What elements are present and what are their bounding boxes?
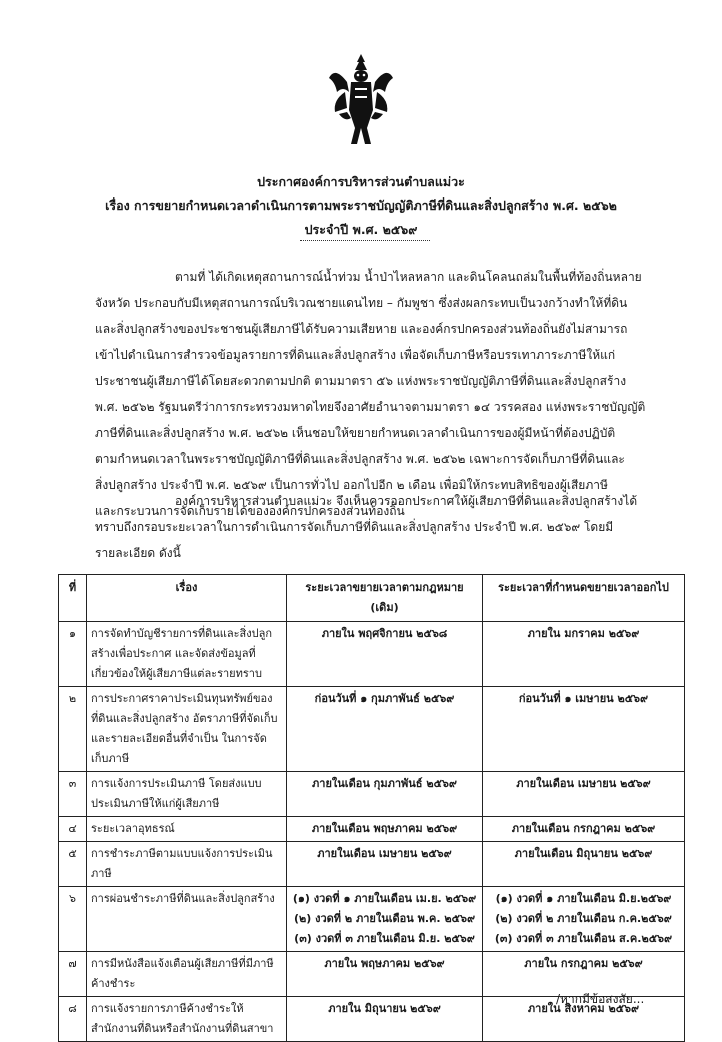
paragraph-line: พ.ศ. ๒๕๖๒ รัฐมนตรีว่าการกระทรวงมหาดไทยจึงอาศัยอำนาจตามมาตรา ๑๔ วรรคสอง แห่งพระราชบัญญัติ [95, 400, 646, 414]
table-row [59, 772, 685, 817]
row-topic: การชำระภาษีตามแบบแจ้งการประเมินภาษี [87, 842, 287, 887]
row-topic: การผ่อนชำระภาษีที่ดินและสิ่งปลูกสร้าง [87, 887, 287, 952]
installment-line: (๓) งวดที่ ๓ ภายในเดือน มิ.ย. ๒๕๖๙ [294, 932, 475, 945]
paragraph-line: ภาษีที่ดินและสิ่งปลูกสร้าง พ.ศ. ๒๕๖๒ เห็นชอบให้ขยายกำหนดเวลาดำเนินการของผู้มีหน้าที่ต้องปฏิบัติ [95, 426, 616, 440]
paragraph-line: รายละเอียด ดังนี้ [95, 546, 181, 560]
row-extended-period: ภายในเดือน มิถุนายน ๒๕๖๙ [483, 842, 685, 887]
row-extended-period: ภายใน กรกฎาคม ๒๕๖๙ [483, 952, 685, 997]
body-paragraph-2 [95, 488, 655, 566]
table-row [59, 887, 685, 952]
paragraph-line: และสิ่งปลูกสร้างของประชาชนผู้เสียภาษีได้รับความเสียหาย และองค์กรปกครองส่วนท้องถิ่นยังไม่สามารถ [95, 322, 628, 336]
row-topic: การจัดทำบัญชีรายการที่ดินและสิ่งปลูกสร้างเพื่อประกาศ และจัดส่งข้อมูลที่เกี่ยวข้องให้ผู้เสียภาษีแต่ละรายทราบ [87, 622, 287, 687]
row-number: ๕ [59, 842, 87, 887]
row-number: ๒ [59, 687, 87, 772]
column-header-original-period: ระยะเวลาขยายเวลาตามกฎหมาย (เดิม) [287, 575, 483, 622]
continuation-note: /หากมีข้อสงสัย... [556, 992, 645, 1006]
paragraph-line: ทราบถึงกรอบระยะเวลาในการดำเนินการจัดเก็บภาษีที่ดินและสิ่งปลูกสร้าง ประจำปี พ.ศ. ๒๕๖๙ โดยมี [95, 520, 614, 534]
row-extended-period: ภายในเดือน เมษายน ๒๕๖๙ [483, 772, 685, 817]
row-number: ๘ [59, 997, 87, 1042]
row-topic: การมีหนังสือแจ้งเตือนผู้เสียภาษีที่มีภาษีค้างชำระ [87, 952, 287, 997]
row-topic: การประกาศราคาประเมินทุนทรัพย์ของที่ดินและสิ่งปลูกสร้าง อัตราภาษีที่จัดเก็บ และรายละเอียดอื่นที่จำเป็น ในการจัดเก็บภาษี [87, 687, 287, 772]
row-extended-period: ภายในเดือน กรกฎาคม ๒๕๖๙ [483, 817, 685, 842]
column-header-extended-period: ระยะเวลาที่กำหนดขยายเวลาออกไป [483, 575, 685, 622]
announcement-fiscal-year: ประจำปี พ.ศ. ๒๕๖๙ [304, 222, 418, 237]
row-topic: การแจ้งการประเมินภาษี โดยส่งแบบประเมินภาษีให้แก่ผู้เสียภาษี [87, 772, 287, 817]
row-topic: ระยะเวลาอุทธรณ์ [87, 817, 287, 842]
announcement-subject: เรื่อง การขยายกำหนดเวลาดำเนินการตามพระราชบัญญัติภาษีที่ดินและสิ่งปลูกสร้าง พ.ศ. ๒๕๖๒ [105, 198, 617, 213]
schedule-table [58, 574, 685, 1042]
installment-line: (๓) งวดที่ ๓ ภายในเดือน ส.ค.๒๕๖๙ [494, 932, 673, 945]
installment-line: (๑) งวดที่ ๑ ภายในเดือน เม.ย. ๒๕๖๙ [292, 892, 477, 905]
paragraph-line: สิ่งปลูกสร้าง ประจำปี พ.ศ. ๒๕๖๙ เป็นการทั่วไป ออกไปอีก ๒ เดือน เพื่อมิให้กระทบสิทธิของผู้เสียภาษี [95, 478, 608, 492]
paragraph-line: ประชาชนผู้เสียภาษีได้โดยสะดวกตามปกติ ตามมาตรา ๕๖ แห่งพระราชบัญญัติภาษีที่ดินและสิ่งปลูกสร้าง [95, 374, 627, 388]
row-original-period: ภายในเดือน พฤษภาคม ๒๕๖๙ [287, 817, 483, 842]
paragraph-line: ตามที่ ได้เกิดเหตุสถานการณ์น้ำท่วม น้ำป่าไหลหลาก และดินโคลนถล่มในพื้นที่ท้องถิ่นหลาย [175, 270, 642, 284]
table-header-row [59, 575, 685, 622]
paragraph-line: จังหวัด ประกอบกับมีเหตุสถานการณ์บริเวณชายแดนไทย – กัมพูชา ซึ่งส่งผลกระทบเป็นวงกว้างทำให้ที่ดิน [95, 296, 628, 310]
row-original-period: ภายใน พฤษภาคม ๒๕๖๙ [287, 952, 483, 997]
announcement-issuer: ประกาศองค์การบริหารส่วนตำบลแม่วะ [257, 174, 465, 189]
row-number: ๓ [59, 772, 87, 817]
row-extended-period: ภายใน มกราคม ๒๕๖๙ [483, 622, 685, 687]
paragraph-line: และกระบวนการจัดเก็บรายได้ขององค์กรปกครองส่วนท้องถิ่น [95, 504, 405, 518]
column-header-topic: เรื่อง [87, 575, 287, 622]
installment-line: (๑) งวดที่ ๑ ภายในเดือน มิ.ย.๒๕๖๙ [495, 892, 672, 905]
installment-line: (๒) งวดที่ ๒ ภายในเดือน ก.ค.๒๕๖๙ [495, 912, 672, 925]
installment-line: (๒) งวดที่ ๒ ภายในเดือน พ.ค. ๒๕๖๙ [293, 912, 476, 925]
row-number: ๔ [59, 817, 87, 842]
garuda-emblem-icon [325, 52, 397, 148]
row-number: ๖ [59, 887, 87, 952]
body-paragraph-1 [95, 264, 655, 524]
paragraph-line: เข้าไปดำเนินการสำรวจข้อมูลรายการที่ดินและสิ่งปลูกสร้าง เพื่อจัดเก็บภาษีหรือบรรเทาภาระภาษีให้แก่ [95, 348, 616, 362]
row-original-period: ก่อนวันที่ ๑ กุมภาพันธ์ ๒๕๖๙ [287, 687, 483, 772]
row-extended-installments [483, 887, 685, 952]
paragraph-line: ตามกำหนดเวลาในพระราชบัญญัติภาษีที่ดินและสิ่งปลูกสร้าง พ.ศ. ๒๕๖๒ เฉพาะการจัดเก็บภาษีที่ดินและ [95, 452, 625, 466]
row-original-period: ภายใน พฤศจิกายน ๒๕๖๘ [287, 622, 483, 687]
row-topic: การแจ้งรายการภาษีค้างชำระให้สำนักงานที่ดินหรือสำนักงานที่ดินสาขา [87, 997, 287, 1042]
table-row [59, 842, 685, 887]
row-number: ๗ [59, 952, 87, 997]
row-original-period: ภายใน มิถุนายน ๒๕๖๙ [287, 997, 483, 1042]
table-row [59, 622, 685, 687]
column-header-no: ที่ [59, 575, 87, 622]
row-original-period: ภายในเดือน กุมภาพันธ์ ๒๕๖๙ [287, 772, 483, 817]
row-original-installments [287, 887, 483, 952]
table-row [59, 817, 685, 842]
paragraph-line: องค์การบริหารส่วนตำบลแม่วะ จึงเห็นควรออกประกาศให้ผู้เสียภาษีที่ดินและสิ่งปลูกสร้างได้ [175, 494, 638, 508]
row-extended-period: ภายใน สิงหาคม ๒๕๖๙ [483, 997, 685, 1042]
row-original-period: ภายในเดือน เมษายน ๒๕๖๙ [287, 842, 483, 887]
row-number: ๑ [59, 622, 87, 687]
title-divider [300, 240, 430, 241]
table-row [59, 687, 685, 772]
row-extended-period: ก่อนวันที่ ๑ เมษายน ๒๕๖๙ [483, 687, 685, 772]
